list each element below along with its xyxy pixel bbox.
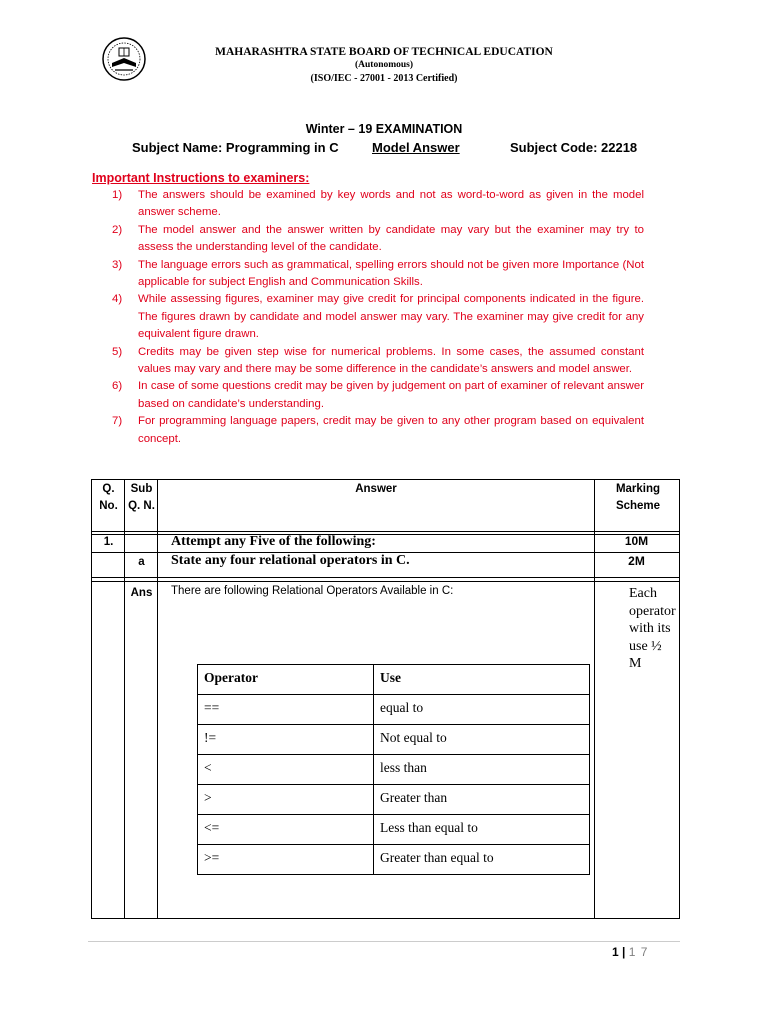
certified-label: (ISO/IEC - 27001 - 2013 Certified)	[310, 73, 458, 84]
header-marking: Marking Scheme	[615, 483, 661, 512]
row1-marks: 10M	[624, 534, 649, 548]
operator-cell: <=	[198, 815, 374, 845]
table-border	[91, 479, 680, 480]
subject-code: Subject Code: 22218	[510, 140, 638, 155]
total-pages: 1 7	[628, 945, 649, 959]
page-number	[612, 945, 648, 959]
instruction-number: 1)	[112, 189, 123, 201]
row2-subq: a	[138, 556, 145, 568]
use-cell: equal to	[374, 695, 590, 725]
instruction-item	[112, 222, 644, 257]
table-row	[198, 755, 590, 785]
msbte-logo	[101, 36, 147, 82]
row3-subq: Ans	[130, 587, 153, 599]
autonomous-label: (Autonomous)	[354, 60, 414, 70]
row2-text: State any four relational operators in C.	[171, 553, 410, 568]
row2-marks: 2M	[628, 554, 645, 568]
use-cell: less than	[374, 755, 590, 785]
row-divider	[91, 577, 680, 578]
operator-cell: >	[198, 785, 374, 815]
instruction-number: 3)	[112, 258, 123, 271]
operator-cell: ==	[198, 695, 374, 725]
exam-title: Winter – 19 EXAMINATION	[305, 122, 463, 136]
operators-intro: There are following Relational Operators Available in C:	[171, 585, 454, 597]
page-separator: |	[622, 945, 626, 959]
answer-table	[91, 479, 680, 919]
row-divider	[91, 531, 680, 532]
use-cell: Greater than	[374, 785, 590, 815]
instruction-text: The model answer and the answer written by candidate may vary but the examiner may try to assess the understanding level of the candidate.	[138, 223, 644, 254]
row-divider	[91, 581, 680, 582]
operators-table	[197, 664, 590, 875]
use-header: Use	[374, 665, 590, 695]
instruction-text: In case of some questions credit may be given by judgement on part of examiner of relevant answer based on candidate’s understanding.	[138, 380, 644, 410]
instruction-number: 6)	[112, 380, 123, 393]
instructions-title: Important Instructions to examiners:	[92, 171, 310, 185]
instruction-item	[112, 344, 644, 379]
header-subq: Sub Q. N.	[128, 483, 155, 512]
use-cell: Not equal to	[374, 725, 590, 755]
row1-qno: 1.	[103, 536, 114, 548]
instruction-number: 5)	[112, 345, 123, 358]
model-answer-label: Model Answer	[372, 140, 460, 155]
table-row	[198, 665, 590, 695]
instruction-text: Credits may be given step wise for numerical problems. In some cases, the assumed constant values may vary and there may be some difference in the candidate’s answers and model answer.	[138, 345, 644, 376]
operator-cell: >=	[198, 845, 374, 875]
instructions-list	[112, 187, 644, 448]
instruction-item	[112, 378, 644, 413]
instruction-number: 2)	[112, 223, 123, 236]
header-qno: Q. No.	[99, 483, 118, 512]
use-cell: Less than equal to	[374, 815, 590, 845]
instruction-number: 7)	[112, 415, 123, 428]
table-border	[91, 918, 680, 919]
instruction-text: While assessing figures, examiner may give credit for principal components indicated in the figure. The figures drawn by candidate and model answer may vary. The examiner may give credit for any equivalent figure drawn.	[138, 293, 644, 341]
column-divider	[124, 479, 125, 919]
instruction-text: The answers should be examined by key words and not as word-to-word as given in the model answer scheme.	[138, 189, 644, 219]
instruction-item	[112, 257, 644, 292]
operator-header: Operator	[198, 665, 374, 695]
table-row	[198, 845, 590, 875]
row3-marking-text: Each operator with its use ½ M	[629, 586, 676, 671]
instruction-item	[112, 187, 644, 222]
instruction-number: 4)	[112, 293, 123, 306]
instruction-item	[112, 291, 644, 343]
table-row	[198, 815, 590, 845]
instruction-text: For programming language papers, credit may be given to any other program based on equivalent concept.	[138, 415, 644, 445]
board-name: MAHARASHTRA STATE BOARD OF TECHNICAL EDUCATION	[215, 46, 553, 58]
header-answer: Answer	[355, 483, 397, 495]
footer-divider	[88, 941, 680, 942]
operator-cell: <	[198, 755, 374, 785]
row1-text: Attempt any Five of the following:	[171, 534, 376, 549]
table-border	[679, 479, 680, 919]
table-border	[91, 479, 92, 919]
subject-name: Subject Name: Programming in C	[132, 140, 339, 155]
instruction-item	[112, 413, 644, 448]
table-row	[198, 725, 590, 755]
operator-cell: !=	[198, 725, 374, 755]
instruction-text: The language errors such as grammatical, spelling errors should not be given more Importance (Not applicable for subject English and Communication Skills.	[138, 258, 644, 289]
table-row	[198, 785, 590, 815]
column-divider	[157, 479, 158, 919]
current-page: 1	[612, 945, 619, 959]
table-row	[198, 695, 590, 725]
use-cell: Greater than equal to	[374, 845, 590, 875]
